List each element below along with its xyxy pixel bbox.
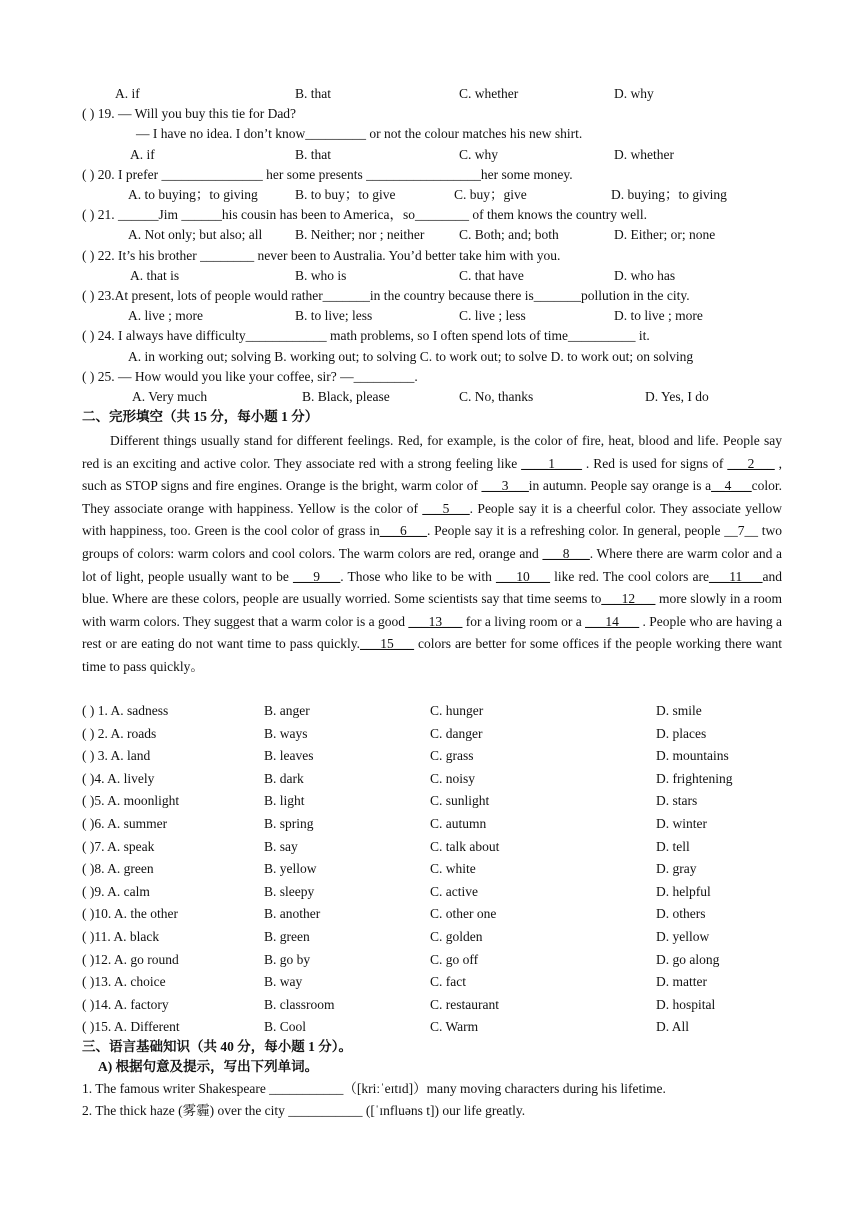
passage-segment: more slowly in a room with warm colors. They suggest that a warm color is a good [82,591,782,629]
cloze-question-row [82,838,782,856]
cloze-question-option-a: ( ) 2. A. roads [82,725,157,741]
passage-segment: . Those who like to be with [340,568,496,584]
cloze-option-c: C. autumn [430,816,487,831]
option-b: B. Black, please [302,389,390,404]
section-2-heading: 二、完形填空（共 15 分，每小题 1 分） [82,409,319,424]
blank: ____1____ [521,455,582,471]
cloze-option-c: C. hunger [430,703,484,718]
cloze-option-b: B. classroom [264,996,335,1012]
cloze-option-c: C. talk about [430,838,500,854]
cloze-question-option-a: ( )7. A. speak [82,838,155,854]
cloze-question-option-a: ( )8. A. green [82,861,154,877]
cloze-question-option-a: ( )11. A. black [82,929,160,944]
cloze-option-b: B. green [264,929,310,944]
option-c: C. Both; and; both [459,227,559,242]
blank: ___5___ [422,500,470,516]
cloze-question-option-a: ( )4. A. lively [82,770,155,786]
cloze-question-row [82,1018,782,1036]
option-a: A. if [130,147,155,162]
cloze-passage [82,430,782,679]
cloze-option-d: D. stars [656,793,698,809]
cloze-option-b: B. leaves [264,748,314,764]
cloze-option-b: B. dark [264,770,304,786]
blank: ___6___ [379,523,427,539]
options-q22 [0,267,860,285]
cloze-option-b: B. way [264,974,303,990]
cloze-question-row [82,951,782,969]
passage-segment: like red. The cool colors are [549,568,709,584]
cloze-question-option-a: ( )5. A. moonlight [82,793,180,809]
option-b: B. to buy；to give [295,187,396,202]
cloze-option-c: C. white [430,861,476,877]
cloze-question-row [82,973,782,991]
option-b: B. that [295,86,331,101]
question-24: ( ) 24. I always have difficulty____________ math problems, so I often spend lots of time__________ it. [82,328,650,343]
passage-text [82,430,782,679]
cloze-option-b: B. anger [264,703,310,718]
blank: ___13___ [408,613,463,629]
option-a: A. Very much [132,389,208,404]
cloze-question-row [82,792,782,810]
option-c: C. whether [459,86,519,101]
option-c: C. that have [459,268,524,283]
option-c: C. live ; less [459,308,526,323]
cloze-option-c: C. restaurant [430,996,499,1012]
cloze-option-d: D. mountains [656,748,729,764]
cloze-option-d: D. winter [656,816,707,831]
question-19: ( ) 19. — Will you buy this tie for Dad? [82,106,297,121]
cloze-option-c: C. fact [430,974,466,990]
cloze-option-b: B. go by [264,951,311,967]
cloze-question-option-a: ( )13. A. choice [82,974,166,990]
cloze-question-option-a: ( ) 3. A. land [82,748,151,764]
passage-segment: color. They associate orange with happiness. Yellow is the color of [82,478,782,516]
option-a: A. that is [130,268,180,283]
option-b: B. to live; less [295,308,373,323]
cloze-option-c: C. noisy [430,770,476,786]
cloze-option-d: D. go along [656,951,720,967]
cloze-option-d: D. helpful [656,883,711,899]
question-21: ( ) 21. ______Jim ______his cousin has been to America，so________ of them knows the country well. [82,207,648,222]
cloze-question-option-a: ( )15. A. Different [82,1019,180,1035]
cloze-option-b: B. sleepy [264,883,315,899]
cloze-question-row [82,996,782,1014]
blank: ___10___ [495,568,550,584]
options-q18 [0,85,860,103]
passage-segment: colors are better for some offices if the people working there want time to pass quickly。 [82,636,783,674]
blank: __4___ [711,478,752,494]
cloze-question-option-a: ( )9. A. calm [82,883,150,899]
option-c: C. buy；give [454,187,527,202]
vocab-item-2: 2. The thick haze (雾霾) over the city ___________ ([ˈɪnfluəns t]) our life greatly. [82,1103,526,1118]
option-d: D. to live ; more [614,308,703,323]
cloze-option-c: C. golden [430,929,483,944]
option-d: D. why [614,86,654,101]
option-a: A. Not only; but also; all [128,227,263,242]
option-d: D. Either; or; none [614,227,716,242]
option-a: A. live ; more [128,308,203,323]
option-c: C. No, thanks [459,389,534,404]
blank: ___14___ [585,613,640,629]
passage-segment: Different things usually stand for different feelings. Red, for example, is the color of fire, heat, blood and life. People say red is an exciting and active color. They associate red with a strong feeling like [82,433,782,471]
passage-segment: in autumn. People say orange is a [528,478,712,494]
cloze-option-d: D. gray [656,861,697,877]
blank: ___11___ [709,568,763,584]
cloze-question-option-a: ( )12. A. go round [82,951,179,967]
option-a: A. to buying；to giving [128,187,258,202]
option-d: D. who has [614,268,676,283]
cloze-option-b: B. spring [264,816,314,831]
options-q25 [0,388,860,406]
blank: ___2___ [727,455,775,471]
cloze-question-option-a: ( )6. A. summer [82,816,168,831]
vocab-item-1: 1. The famous writer Shakespeare ___________（[kriːˈeɪtɪd]）many moving characters during his lifetime. [82,1081,666,1096]
cloze-option-d: D. smile [656,703,702,718]
passage-segment: . Red is used for signs of [581,455,728,471]
cloze-question-option-a: ( ) 1. A. sadness [82,703,169,718]
cloze-question-option-a: ( )10. A. the other [82,906,178,922]
options-q23 [0,307,860,325]
cloze-option-b: B. say [264,838,298,854]
cloze-option-d: D. hospital [656,996,716,1012]
option-b: B. who is [295,268,347,283]
cloze-option-c: C. grass [430,748,474,764]
cloze-question-row [82,702,782,720]
cloze-question-row [82,883,782,901]
cloze-option-d: D. places [656,725,707,741]
options-q20 [0,186,860,204]
cloze-option-d: D. yellow [656,929,710,944]
passage-segment: and blue. Where are these colors, people are usually worried. Some scientists say that time seems to [82,568,782,607]
blank: ___15___ [360,636,415,652]
section-3-subheading: A) 根据句意及提示，写出下列单词。 [98,1059,319,1074]
option-d: D. whether [614,147,674,162]
option-d: D. buying；to giving [611,187,727,202]
blank: ___12___ [601,591,656,607]
cloze-option-c: C. other one [430,906,497,922]
passage-segment: . People who are having a rest or are eating do not want time to pass quickly. [82,613,782,652]
passage-segment: . People say it is a refreshing color. In general, people __7__ two groups of colors: warm colors and cool colors. The warm colors are red, orange and [82,523,782,561]
cloze-option-c: C. danger [430,725,483,741]
cloze-option-b: B. another [264,906,321,922]
option-b: B. that [295,147,331,162]
cloze-question-row [82,747,782,765]
option-c: C. why [459,147,499,162]
question-22: ( ) 22. It’s his brother ________ never been to Australia. You’d better take him with you. [82,248,561,263]
cloze-question-row [82,905,782,923]
cloze-question-row [82,815,782,833]
cloze-option-d: D. tell [656,838,690,854]
passage-segment: , such as STOP signs and fire engines. Orange is the bright, warm color of [82,455,783,494]
cloze-option-c: C. Warm [430,1019,479,1035]
option-b: B. Neither; nor ; neither [295,227,425,242]
question-20: ( ) 20. I prefer _______________ her some presents _________________her some money. [82,167,573,182]
blank: ___9___ [293,568,341,584]
blank: ___8___ [542,545,590,561]
cloze-option-d: D. matter [656,974,707,990]
options-q19 [0,146,860,164]
blank: ___3___ [481,478,529,494]
question-19-line2: — I have no idea. I don’t know_________ or not the colour matches his new shirt. [136,126,583,141]
passage-segment: . People say it is a cheerful color. They associate yellow with happiness, too. Green is the cool color of grass in [82,500,782,539]
cloze-option-c: C. go off [430,951,479,967]
cloze-option-c: C. active [430,883,478,899]
cloze-option-d: D. others [656,906,706,922]
cloze-option-b: B. ways [264,725,308,741]
options-q24: A. in working out; solving B. working out; to solving C. to work out; to solve D. to work out; on solving [128,349,694,364]
cloze-question-option-a: ( )14. A. factory [82,996,169,1012]
option-d: D. Yes, I do [645,389,709,404]
cloze-question-row [82,860,782,878]
cloze-question-row [82,725,782,743]
section-3-heading: 三、语言基础知识（共 40 分，每小题 1 分）。 [82,1039,352,1054]
options-q21 [0,226,860,244]
option-a: A. if [115,86,140,101]
question-25: ( ) 25. — How would you like your coffee, sir? —_________. [82,369,418,384]
cloze-option-c: C. sunlight [430,793,490,809]
cloze-option-d: D. All [656,1019,690,1035]
cloze-question-row [82,928,782,946]
cloze-option-b: B. light [264,793,305,809]
passage-segment: for a living room or a [462,613,586,629]
cloze-option-d: D. frightening [656,770,733,786]
cloze-question-row [82,770,782,788]
cloze-option-b: B. Cool [264,1019,307,1035]
cloze-option-b: B. yellow [264,861,317,877]
question-23: ( ) 23.At present, lots of people would rather_______in the country because there is_______pollution in the city. [82,288,690,303]
passage-segment: . Where there are warm color and a lot of light, people usually want to be [82,545,783,584]
